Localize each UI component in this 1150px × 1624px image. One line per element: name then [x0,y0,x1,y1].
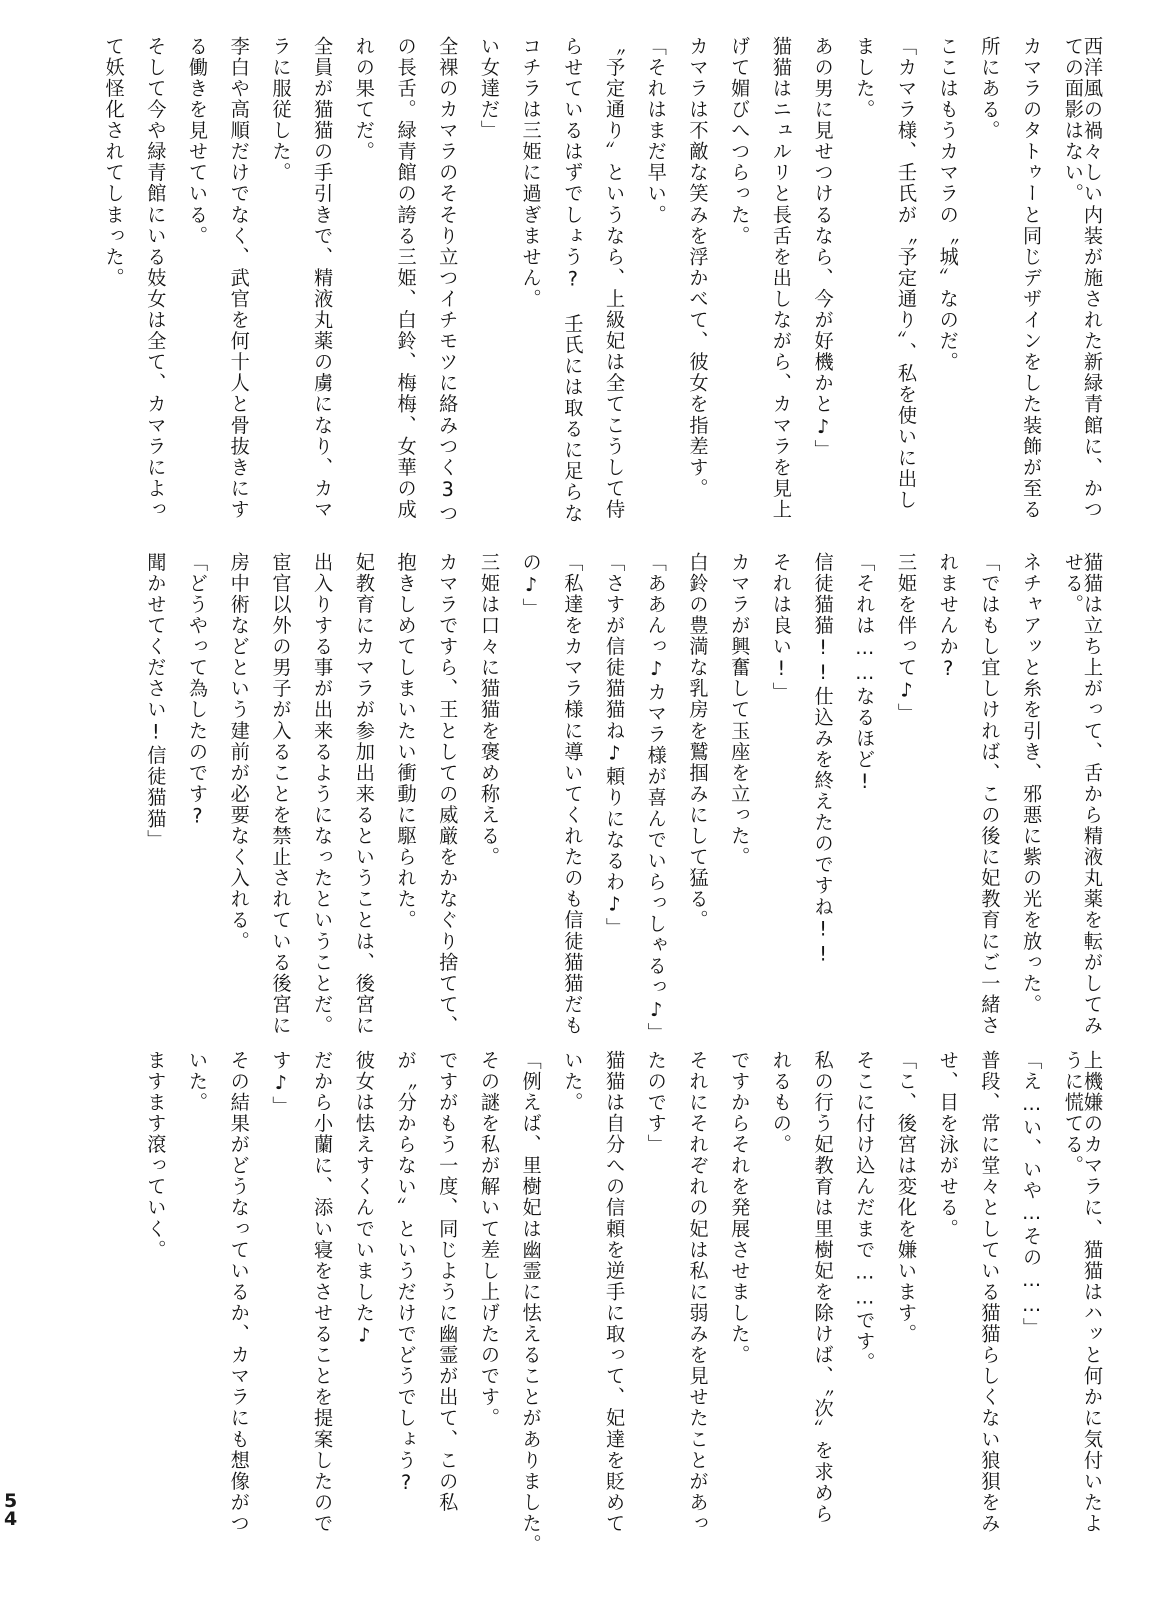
text-column: 聞かせてください!信徒猫猫」 [144,552,168,851]
text-column: うに慌てる。 [1061,1050,1085,1177]
text-column: 「え…い、いや…その……」 [1020,1050,1044,1339]
text-block-middle [86,552,1104,1044]
text-column: 「ではもし宜しければ、この後に妃教育にご一緒さ [978,552,1002,1037]
text-column: 李白や高順だけでなく、武官を何十人と骨抜きにす [227,36,251,521]
text-column: ての面影はない。 [1061,36,1085,205]
text-column: ネチャアッと糸を引き、邪悪に紫の光を放った。 [1020,552,1044,1016]
text-column: 上機嫌のカマラに、猫猫はハッと何かに気付いたよ [1081,1050,1104,1535]
text-column: 「カマラ様、壬氏が〝予定通り〟、私を使いに出し [894,36,918,511]
text-column: カマラは不敵な笑みを浮かべて、彼女を指差す。 [686,36,710,500]
text-column: カマラが興奮して玉座を立った。 [728,552,752,868]
text-column: 三姫を伴って♪」 [894,552,918,725]
text-column: 抱きしめてしまいたい衝動に駆られた。 [394,552,418,931]
text-column: る働きを見せている。 [186,36,210,247]
text-column: 猫猫は自分への信頼を逆手に取って、妃達を貶めて [603,1050,627,1535]
text-column: の♪」 [519,552,543,619]
text-column: その謎を私が解いて差し上げたのです。 [477,1050,501,1429]
text-column: 白鈴の豊満な乳房を鷲掴みにして猛る。 [686,552,710,931]
text-column: 普段、常に堂々としている猫猫らしくない狼狽をみ [978,1050,1002,1535]
text-block-lower [86,1050,1104,1556]
text-column: あの男に見せつけるなら、今が好機かと♪」 [811,36,835,461]
text-column: 猫猫はニュルリと長舌を出しながら、カマラを見上 [769,36,793,521]
text-column: 房中術などという建前が必要なく入れる。 [227,552,251,952]
page-number [4,1490,30,1530]
page-number-digit: 4 [4,1507,18,1530]
text-column: 出入りする事が出来るようになったということだ。 [311,552,335,1037]
text-column: 私の行う妃教育は里樹妃を除けば、〝次〟を求めら [811,1050,835,1525]
text-column: 「例えば、里樹妃は幽霊に怯えることがありました。 [519,1050,543,1556]
text-column: 全裸のカマラのそそり立つイチモツに絡みつく3つ [436,36,460,524]
text-column: コチラは三姫に過ぎません。 [519,36,543,310]
text-column: その結果がどうなっているか、カマラにも想像がつ [227,1050,251,1535]
text-column: それにそれぞれの妃は私に弱みを見せたことがあっ [686,1050,710,1535]
text-column: 「ああんっ♪カマラ様が喜んでいらっしゃるっ♪」 [644,552,668,1044]
text-column: だから小蘭に、添い寝をさせることを提案したので [311,1050,335,1535]
text-column: の長舌。緑青館の誇る三姫、白鈴、梅梅、女華の成 [394,36,418,521]
text-column: れるもの。 [769,1050,793,1156]
text-column: いた。 [561,1050,585,1114]
text-column: せる。 [1061,552,1085,616]
text-column: ました。 [853,36,877,121]
text-column: たのです」 [644,1050,668,1156]
text-column: ここはもうカマラの〝城〟なのだ。 [936,36,960,373]
text-column: 彼女は怯えすくんでいました♪ [352,1050,376,1349]
text-column: 「こ、後宮は変化を嫌います。 [894,1050,918,1345]
text-column: ラに服従した。 [269,36,293,184]
text-column: いた。 [186,1050,210,1114]
text-column: せ、目を泳がせる。 [936,1050,960,1240]
text-column: らせているはずでしょう? 壬氏には取るに足らな [561,36,585,524]
page-number-digit: 5 [4,1490,18,1513]
text-column: それは良い!」 [769,552,793,704]
text-column: す♪」 [269,1050,293,1117]
text-column: げて媚びへつらった。 [728,36,752,247]
text-column: 全員が猫猫の手引きで、精液丸薬の虜になり、カマ [311,36,335,521]
text-column: て妖怪化されてしまった。 [102,36,126,289]
text-column: 信徒猫猫!!仕込みを終えたのですね!! [811,552,835,968]
text-column: そして今や緑青館にいる妓女は全て、カマラによっ [144,36,168,521]
text-column: 〝予定通り〟というなら、上級妃は全てこうして侍 [603,36,627,521]
text-column: 「さすが信徒猫猫ね♪頼りになるわ♪」 [603,552,627,939]
text-column: ですからそれを発展させました。 [728,1050,752,1366]
text-column: 所にある。 [978,36,1002,142]
text-column: そこに付け込んだまで……です。 [853,1050,877,1374]
text-column: 妃教育にカマラが参加出来るということは、後宮に [352,552,376,1037]
text-column: カマラですら、王としての威厳をかなぐり捨てて、 [436,552,460,1037]
text-column: い女達だ」 [477,36,501,142]
text-column: れませんか? [936,552,960,683]
text-column: 「どうやって為したのです? [186,552,210,830]
text-column: が〝分からない〟というだけでどうでしょう? [394,1050,418,1496]
text-column: 「それはまだ早い。 [644,36,668,226]
text-column: 宦官以外の男子が入ることを禁止されている後宮に [269,552,293,1037]
text-column: 西洋風の禍々しい内装が施された新緑青館に、かつ [1081,36,1104,521]
text-column: 「私達をカマラ様に導いてくれたのも信徒猫猫だも [561,552,585,1037]
text-column: カマラのタトゥーと同じデザインをした装飾が至る [1020,36,1044,521]
text-column: れの果てだ。 [352,36,376,163]
text-block-upper [86,36,1102,524]
text-column: 三姫は口々に猫猫を褒め称える。 [477,552,501,868]
text-column: 猫猫は立ち上がって、舌から精液丸薬を転がしてみ [1081,552,1104,1037]
text-column: ますます滾っていく。 [144,1050,168,1261]
text-column: 「それは……なるほど! [853,552,877,795]
text-column: ですがもう一度、同じように幽霊が出て、この私 [436,1050,460,1514]
